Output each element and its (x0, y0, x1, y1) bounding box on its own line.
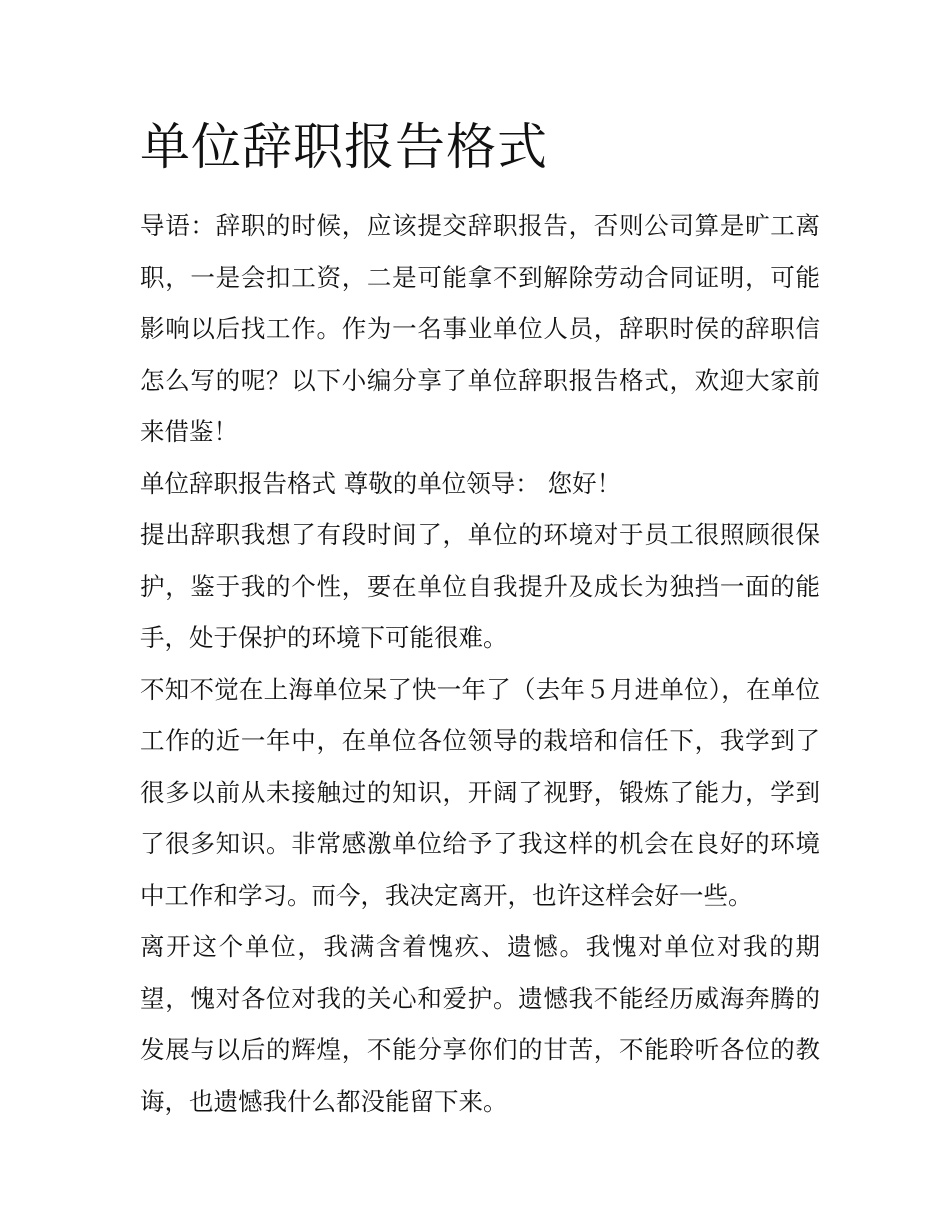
intro-paragraph: 导语：辞职的时候，应该提交辞职报告，否则公司算是旷工离职，一是会扣工资，二是可能拿不到解除劳动合同证明，可能影响以后找工作。作为一名事业单位人员，辞职时侯的辞职信怎么写的呢？以下小编分享了单位辞职报告格式，欢迎大家前来借鉴！ (140, 211, 820, 446)
document-page (140, 112, 820, 1127)
document-title: 单位辞职报告格式 (140, 118, 548, 176)
salutation-paragraph: 单位辞职报告格式 尊敬的单位领导： 您好！ (140, 468, 622, 498)
body-paragraph: 不知不觉在上海单位呆了快一年了（去年５月进单位），在单位工作的近一年中，在单位各位领导的栽培和信任下，我学到了很多以前从未接触过的知识，开阔了视野，锻炼了能力，学到了很多知识。非常感激单位给予了我这样的机会在良好的环境中工作和学习。而今，我决定离开，也许这样会好一些。 (140, 674, 820, 910)
body-paragraph: 离开这个单位，我满含着愧疚、遗憾。我愧对单位对我的期望，愧对各位对我的关心和爱护。遗憾我不能经历威海奔腾的发展与以后的辉煌，不能分享你们的甘苦，不能聆听各位的教诲，也遗憾我什么都没能留下来。 (140, 932, 820, 1116)
body-paragraph: 提出辞职我想了有段时间了，单位的环境对于员工很照顾很保护，鉴于我的个性，要在单位自我提升及成长为独挡一面的能手，处于保护的环境下可能很难。 (140, 520, 820, 652)
